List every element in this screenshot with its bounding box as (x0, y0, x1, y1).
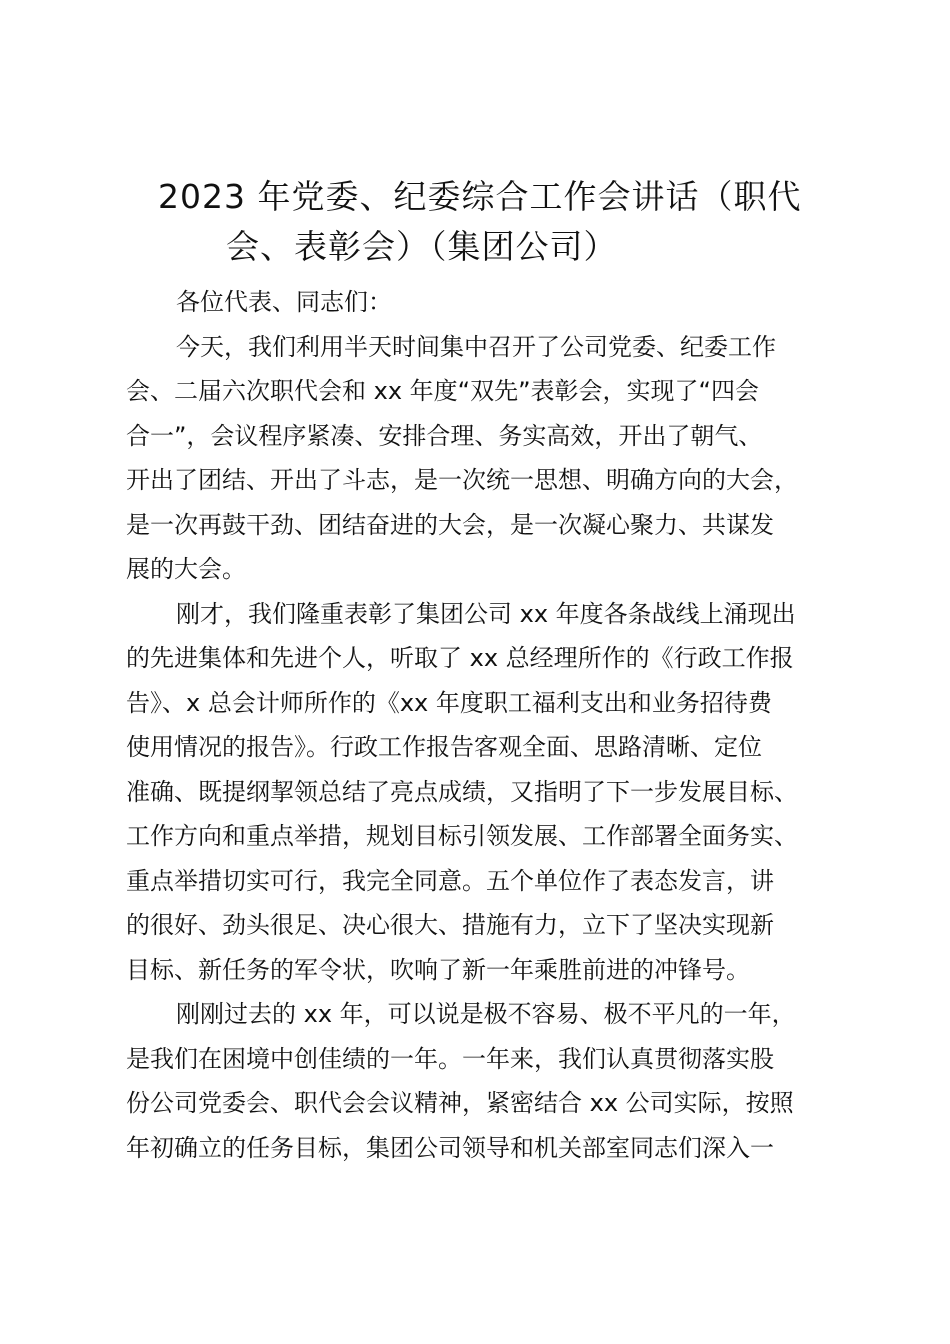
paragraph-line: 是一次再鼓干劲、团结奋进的大会，是一次凝心聚力、共谋发 (126, 510, 774, 539)
paragraph-line: 工作方向和重点举措，规划目标引领发展、工作部署全面务实、 (126, 822, 798, 850)
title-line: 2023 年党委、纪委综合工作会讲话（职代 (158, 177, 802, 216)
paragraph-line: 会、二届六次职代会和 xx 年度“双先”表彰会，实现了“四会 (126, 377, 759, 405)
paragraph-line: 准确、既提纲挈领总结了亮点成绩，又指明了下一步发展目标、 (126, 777, 798, 806)
paragraph-line: 开出了团结、开出了斗志，是一次统一思想、明确方向的大会， (126, 466, 798, 494)
paragraph-line: 年初确立的任务目标，集团公司领导和机关部室同志们深入一 (126, 1133, 774, 1162)
paragraph-line: 刚才，我们隆重表彰了集团公司 xx 年度各条战线上涌现出 (176, 599, 796, 628)
paragraph-line: 展的大会。 (126, 555, 246, 583)
paragraph-line: 今天，我们利用半天时间集中召开了公司党委、纪委工作 (176, 332, 776, 361)
paragraph-line: 刚刚过去的 xx 年，可以说是极不容易、极不平凡的一年， (176, 1000, 796, 1028)
paragraph-line: 份公司党委会、职代会会议精神，紧密结合 xx 公司实际，按照 (126, 1089, 794, 1117)
document-body (126, 280, 842, 1170)
paragraph-line: 是我们在困境中创佳绩的一年。一年来，我们认真贯彻落实股 (126, 1044, 774, 1073)
paragraph-line: 合一”，会议程序紧凑、安排合理、务实高效，开出了朝气、 (126, 421, 763, 450)
paragraph-line: 目标、新任务的军令状，吹响了新一年乘胜前进的冲锋号。 (126, 955, 750, 984)
paragraph-line: 的先进集体和先进个人，听取了 xx 总经理所作的《行政工作报 (126, 644, 794, 672)
paragraph-line: 使用情况的报告》。行政工作报告客观全面、思路清晰、定位 (126, 733, 762, 761)
title-line: 会、表彰会）（集团公司） (226, 227, 618, 266)
paragraph-line: 的很好、劲头很足、决心很大、措施有力，立下了坚决实现新 (126, 911, 774, 939)
paragraph-line: 重点举措切实可行，我完全同意。五个单位作了表态发言，讲 (126, 866, 774, 895)
document-title (126, 172, 846, 272)
paragraph-line: 告》、x 总会计师所作的《xx 年度职工福利支出和业务招待费 (126, 688, 772, 717)
salutation: 各位代表、同志们： (176, 288, 392, 316)
